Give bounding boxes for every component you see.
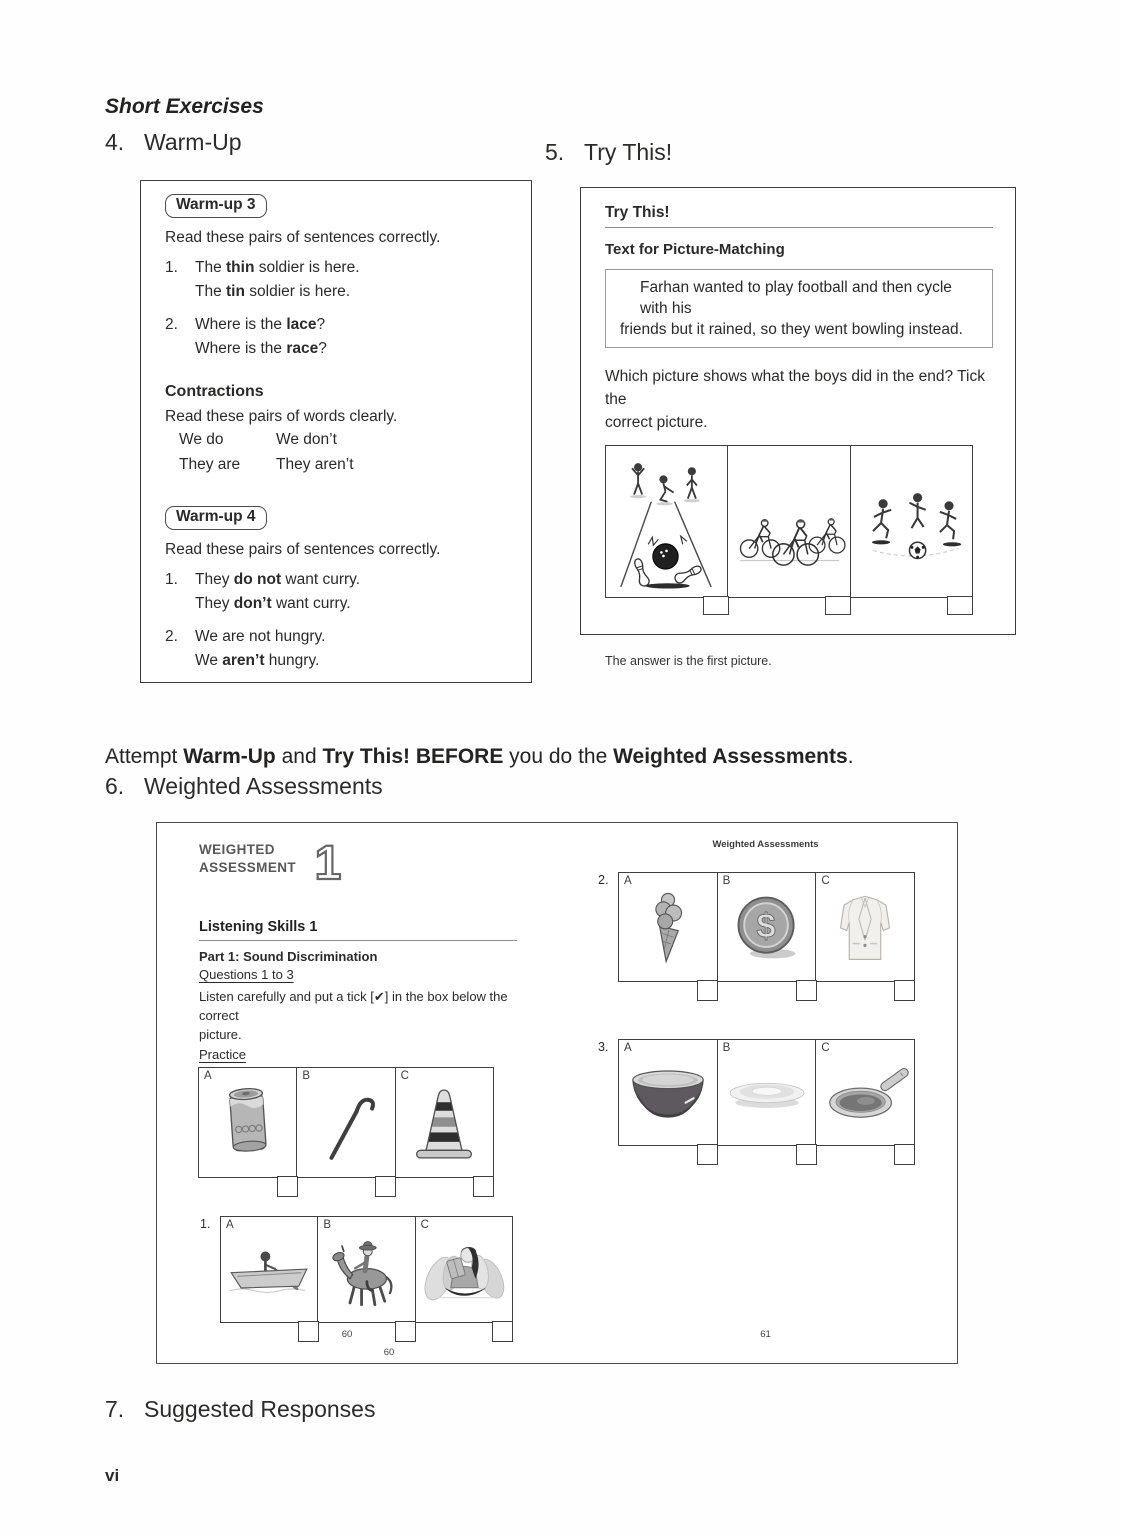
practice-label: Practice bbox=[199, 1047, 246, 1062]
warm-up-3-instruction: Read these pairs of sentences correctly. bbox=[165, 229, 441, 246]
drink-can-illustration bbox=[219, 1082, 277, 1164]
picture-cell bbox=[728, 446, 850, 597]
heading-label: Warm-Up bbox=[144, 129, 242, 155]
heading-number: 7. bbox=[105, 1396, 125, 1422]
heading-number: 4. bbox=[105, 129, 125, 155]
page-title: Short Exercises bbox=[105, 95, 264, 118]
attempt-note: Attempt Warm-Up and Try This! BEFORE you do the Weighted Assessments. bbox=[105, 745, 854, 768]
child-riding-horse-illustration bbox=[326, 1229, 406, 1311]
picture-cell bbox=[318, 1217, 415, 1322]
question-row bbox=[200, 1216, 519, 1323]
sentence-pair bbox=[165, 568, 507, 616]
right-page-number: 61 bbox=[760, 1329, 771, 1340]
heading-label: Weighted Assessments bbox=[144, 773, 383, 799]
question-number: 3. bbox=[598, 1040, 609, 1054]
assessment-number-outline bbox=[312, 838, 342, 884]
tick-checkbox[interactable] bbox=[825, 596, 851, 615]
tick-checkbox[interactable] bbox=[703, 596, 729, 615]
item-number: 1. bbox=[165, 259, 178, 276]
picture-cell bbox=[816, 873, 914, 981]
woman-reading-book-illustration bbox=[421, 1231, 507, 1309]
tick-checkbox[interactable] bbox=[375, 1176, 396, 1197]
sentence-line: We are not hungry. bbox=[195, 628, 326, 645]
listening-instruction: Listen carefully and put a tick [✔] in the box below the correct picture. bbox=[199, 989, 508, 1042]
cell-letter: C bbox=[400, 1070, 409, 1082]
picture-cell bbox=[606, 446, 728, 597]
question-row bbox=[598, 872, 918, 982]
boys-bowling-illustration bbox=[609, 451, 724, 593]
right-page-header: Weighted Assessments bbox=[712, 839, 819, 850]
tick-checkbox[interactable] bbox=[894, 980, 915, 1001]
dollar-coin-illustration bbox=[729, 889, 805, 965]
weighted-assessment-header bbox=[199, 838, 519, 885]
heading-try-this bbox=[545, 139, 672, 166]
sentence-pair bbox=[165, 313, 507, 361]
assessment-left-page bbox=[199, 838, 519, 1358]
heading-warm-up bbox=[105, 129, 242, 156]
sentence-pair bbox=[165, 625, 507, 673]
left-page-number: 60 bbox=[383, 1347, 395, 1358]
cell-letter: C bbox=[821, 1042, 830, 1054]
cell-letter: A bbox=[624, 875, 632, 887]
warm-up-4-instruction: Read these pairs of sentences correctly. bbox=[165, 541, 441, 558]
tick-checkbox[interactable] bbox=[947, 596, 973, 615]
question-number: 2. bbox=[598, 873, 609, 887]
header-line: WEIGHTED bbox=[199, 842, 275, 857]
try-this-panel bbox=[580, 187, 1016, 668]
contraction-pair: They are They aren’t bbox=[179, 456, 354, 473]
question3-picture-strip bbox=[618, 1039, 915, 1146]
picture-cell bbox=[416, 1217, 512, 1322]
answer-note: The answer is the first picture. bbox=[605, 654, 772, 668]
heading-number: 5. bbox=[545, 139, 565, 165]
warm-up-4-badge: Warm-up 4 bbox=[165, 506, 267, 530]
cell-letter: C bbox=[821, 875, 830, 887]
part-heading: Part 1: Sound Discrimination bbox=[199, 949, 378, 964]
try-this-title: Try This! bbox=[605, 204, 670, 221]
item-number: 1. bbox=[165, 571, 178, 588]
cell-letter: A bbox=[204, 1070, 212, 1082]
plate-illustration bbox=[723, 1071, 811, 1115]
question1-picture-strip bbox=[220, 1216, 513, 1323]
sentence-line: They don’t want curry. bbox=[195, 595, 351, 612]
tick-checkbox[interactable] bbox=[277, 1176, 298, 1197]
question2-picture-strip bbox=[618, 872, 915, 982]
picture-cell bbox=[396, 1068, 493, 1177]
item-number: 2. bbox=[165, 316, 178, 333]
heading-suggested-responses bbox=[105, 1396, 375, 1423]
picture-cell bbox=[718, 873, 817, 981]
sentence-line: The tin soldier is here. bbox=[195, 283, 351, 300]
folio-page-number: vi bbox=[105, 1466, 120, 1485]
heading-label: Suggested Responses bbox=[144, 1396, 376, 1422]
boys-cycling-illustration bbox=[731, 451, 846, 593]
frying-pan-illustration bbox=[821, 1057, 909, 1129]
question-number: 1. bbox=[200, 1217, 211, 1231]
try-this-subtitle: Text for Picture-Matching bbox=[605, 241, 785, 258]
title-rule bbox=[605, 227, 993, 228]
sentence-line: Where is the lace? bbox=[195, 316, 326, 333]
svg-text:$: $ bbox=[756, 907, 776, 946]
warm-up-panel bbox=[140, 180, 532, 683]
practice-picture-strip bbox=[198, 1067, 494, 1178]
traffic-cone-illustration bbox=[411, 1083, 477, 1163]
picture-strip bbox=[605, 445, 973, 598]
cell-letter: B bbox=[722, 875, 731, 887]
svg-text:1: 1 bbox=[314, 838, 342, 884]
weighted-assessments-panel bbox=[156, 822, 958, 1364]
left-page-number: 60 bbox=[341, 1329, 353, 1340]
assessment-right-page bbox=[598, 839, 918, 1146]
picture-cell bbox=[816, 1040, 914, 1145]
cell-letter: B bbox=[722, 1042, 731, 1054]
sentence-pair bbox=[165, 256, 507, 304]
header-line: ASSESSMENT bbox=[199, 860, 297, 876]
contractions-heading: Contractions bbox=[165, 383, 264, 400]
sentence-line: We aren’t hungry. bbox=[195, 652, 320, 669]
listening-skills-title: Listening Skills 1 bbox=[199, 919, 517, 941]
cell-letter: A bbox=[624, 1042, 632, 1054]
heading-weighted-assessments bbox=[105, 773, 383, 800]
question-row bbox=[598, 1039, 918, 1146]
walking-stick-illustration bbox=[317, 1082, 375, 1164]
question-text: Which picture shows what the boys did in the end? Tick the correct picture. bbox=[605, 368, 985, 431]
picture-cell bbox=[619, 873, 718, 981]
sentence-line: They do not want curry. bbox=[195, 571, 361, 588]
heading-number: 6. bbox=[105, 773, 125, 799]
tick-checkbox[interactable] bbox=[697, 1144, 718, 1165]
cell-letter: C bbox=[420, 1219, 429, 1231]
cell-letter: A bbox=[226, 1219, 234, 1231]
cell-letter: B bbox=[302, 1070, 310, 1082]
girl-rowing-boat-illustration bbox=[224, 1238, 314, 1302]
sentence-line: The thin soldier is here. bbox=[195, 259, 360, 276]
passage-box: Farhan wanted to play football and then cycle with his friends but it rained, so they went bowling instead. bbox=[605, 269, 993, 348]
picture-cell bbox=[851, 446, 972, 597]
contractions-instruction: Read these pairs of words clearly. bbox=[165, 408, 398, 425]
questions-range: Questions 1 to 3 bbox=[199, 967, 294, 982]
warm-up-3-badge: Warm-up 3 bbox=[165, 194, 267, 218]
tick-checkbox[interactable] bbox=[492, 1321, 513, 1342]
picture-cell bbox=[718, 1040, 817, 1145]
tick-checkbox[interactable] bbox=[796, 1144, 817, 1165]
boys-playing-football-illustration bbox=[854, 451, 969, 593]
tick-checkbox[interactable] bbox=[894, 1144, 915, 1165]
picture-cell bbox=[221, 1217, 318, 1322]
cell-letter: B bbox=[323, 1219, 331, 1231]
contraction-pair: We do We don’t bbox=[179, 431, 337, 448]
item-number: 2. bbox=[165, 628, 178, 645]
tick-checkbox[interactable] bbox=[697, 980, 718, 1001]
picture-cell bbox=[297, 1068, 395, 1177]
ice-cream-cone-illustration bbox=[640, 886, 696, 968]
sentence-line: Where is the race? bbox=[195, 340, 327, 357]
jacket-illustration bbox=[830, 887, 900, 967]
bowl-illustration bbox=[624, 1062, 712, 1124]
tick-checkbox[interactable] bbox=[796, 980, 817, 1001]
picture-cell bbox=[199, 1068, 297, 1177]
picture-cell bbox=[619, 1040, 718, 1145]
heading-label: Try This! bbox=[584, 139, 673, 165]
tick-checkbox[interactable] bbox=[473, 1176, 494, 1197]
